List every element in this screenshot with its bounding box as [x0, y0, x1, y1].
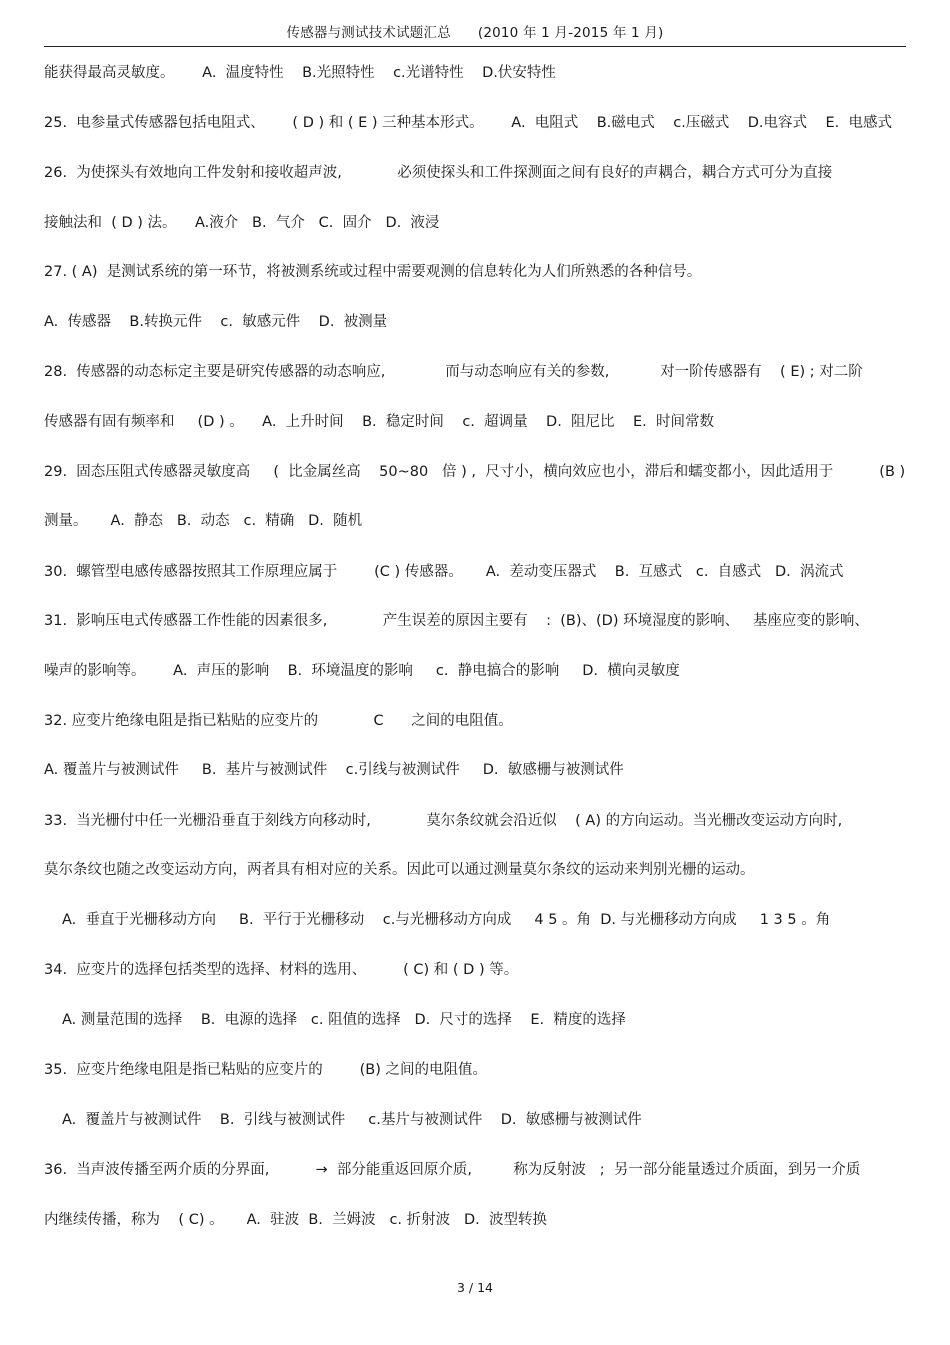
text-line: 内继续传播，称为 ( C) 。 A. 驻波 B. 兰姆波 c. 折射波 D. 波型转换: [44, 1212, 547, 1228]
text-line: 莫尔条纹也随之改变运动方向，两者具有相对应的关系。因此可以通过测量莫尔条纹的运动来判别光栅的运动。: [44, 862, 755, 878]
question-30: 30. 螺管型电感传感器按照其工作原理应属于 (C ) 传感器。 A. 差动变压器式 B. 互感式 c. 自感式 D. 涡流式: [44, 564, 844, 580]
question-35: 35. 应变片绝缘电阻是指已粘贴的应变片的 (B) 之间的电阻值。: [44, 1062, 488, 1078]
page-header: [44, 20, 906, 47]
question-34: 34. 应变片的选择包括类型的选择、材料的选用、 ( C) 和 ( D ) 等。: [44, 962, 519, 978]
text-line: 测量。 A. 静态 B. 动态 c. 精确 D. 随机: [44, 513, 363, 529]
question-33-options: A. 垂直于光栅移动方向 B. 平行于光栅移动 c.与光栅移动方向成 4 5 。角 D. 与光栅移动方向成 1 3 5 。角: [62, 912, 831, 928]
question-29: 29. 固态压阻式传感器灵敏度高 ( 比金属丝高 50~80 倍 ) , 尺寸小，横向效应也小，滞后和蠕变都小，因此适用于 (B ): [44, 464, 906, 480]
text-line: 噪声的影响等。 A. 声压的影响 B. 环境温度的影响 c. 静电搞合的影响 D. 横向灵敏度: [44, 663, 680, 679]
document-title: 传感器与测试技术试题汇总 (2010 年 1 月-2015 年 1 月): [286, 25, 664, 41]
question-32-options: A. 覆盖片与被测试件 B. 基片与被测试件 c.引线与被测试件 D. 敏感栅与被测试件: [44, 762, 624, 778]
text-line: 接触法和 ( D ) 法。 A.液介 B. 气介 C. 固介 D. 液浸: [44, 215, 440, 231]
page-number: 3 / 14: [456, 1280, 494, 1295]
text-line: 能获得最高灵敏度。 A. 温度特性 B.光照特性 c.光谱特性 D.伏安特性: [44, 65, 556, 81]
question-33: 33. 当光栅付中任一光栅沿垂直于刻线方向移动时, 莫尔条纹就会沿近似 ( A) 的方向运动。当光栅改变运动方向时,: [44, 813, 843, 829]
text-line: 传感器有固有频率和 (D ) 。 A. 上升时间 B. 稳定时间 c. 超调量 D. 阻尼比 E. 时间常数: [44, 414, 714, 430]
question-31: 31. 影响压电式传感器工作性能的因素很多, 产生误差的原因主要有 : (B)、(D) 环境湿度的影响、 基座应变的影响、: [44, 613, 869, 629]
question-34-options: A. 测量范围的选择 B. 电源的选择 c. 阻值的选择 D. 尺寸的选择 E. 精度的选择: [62, 1012, 626, 1028]
question-27-options: A. 传感器 B.转换元件 c. 敏感元件 D. 被测量: [44, 314, 388, 330]
question-35-options: A. 覆盖片与被测试件 B. 引线与被测试件 c.基片与被测试件 D. 敏感栅与被测试件: [62, 1112, 642, 1128]
question-27: 27. ( A) 是测试系统的第一环节，将被测系统或过程中需要观测的信息转化为人们所熟悉的各种信号。: [44, 264, 702, 280]
question-25: 25. 电参量式传感器包括电阻式、 ( D ) 和 ( E ) 三种基本形式。 A. 电阻式 B.磁电式 c.压磁式 D.电容式 E. 电感式: [44, 115, 892, 131]
question-26: 26. 为使探头有效地向工件发射和接收超声波, 必须使探头和工件探测面之间有良好的声耦合，耦合方式可分为直接: [44, 165, 833, 181]
question-28: 28. 传感器的动态标定主要是研究传感器的动态响应, 而与动态响应有关的参数, 对一阶传感器有 ( E) ; 对二阶: [44, 364, 863, 380]
question-36: 36. 当声波传播至两介质的分界面, → 部分能重返回原介质, 称为反射波 ; 另一部分能量透过介质面，到另一介质: [44, 1162, 861, 1178]
question-32: 32. 应变片绝缘电阻是指已粘贴的应变片的 C 之间的电阻值。: [44, 713, 513, 729]
